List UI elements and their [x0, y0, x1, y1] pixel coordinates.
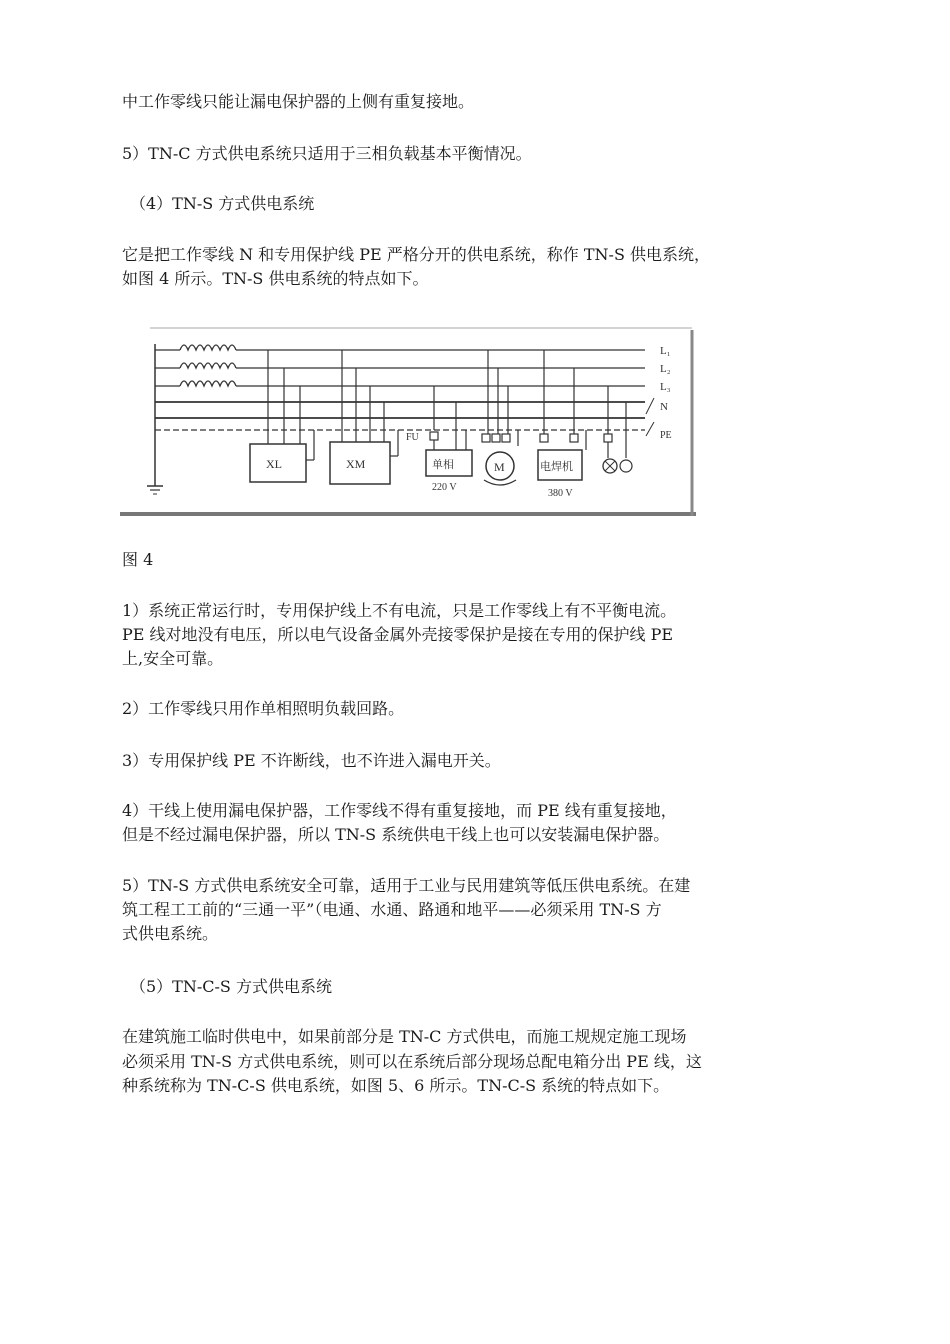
- load-single-phase-label: 单相: [432, 459, 454, 471]
- fu-label: FU: [406, 432, 419, 443]
- paragraph-text: 式供电系统。: [122, 924, 219, 943]
- paragraph-text: 5）TN-S 方式供电系统安全可靠，适用于工业与民用建筑等低压供电系统。在建: [122, 876, 691, 895]
- paragraph-text: 1）系统正常运行时，专用保护线上不有电流，只是工作零线上有不平衡电流。: [122, 601, 677, 620]
- paragraph-text: 5）TN-C 方式供电系统只适用于三相负载基本平衡情况。: [122, 144, 532, 163]
- line-label-l3: L₃: [660, 381, 671, 393]
- load-motor-label: M: [494, 460, 505, 474]
- load-xl-label: XL: [266, 457, 282, 471]
- tn-s-system-diagram: [120, 326, 696, 518]
- line-label-pe: PE: [660, 430, 672, 441]
- line-label-l2: L₂: [660, 363, 671, 375]
- paragraph-text: 3）专用保护线 PE 不许断线，也不许进入漏电开关。: [122, 751, 501, 770]
- section-heading: （5）TN-C-S 方式供电系统: [130, 977, 332, 996]
- load-welder-label: 电焊机: [540, 461, 573, 473]
- paragraph-text: 必须采用 TN-S 方式供电系统，则可以在系统后部分现场总配电箱分出 PE 线，这: [122, 1052, 702, 1071]
- paragraph-text: 上,安全可靠。: [122, 649, 224, 668]
- voltage-220-label: 220 V: [432, 482, 457, 493]
- line-label-l1: L₁: [660, 345, 671, 357]
- paragraph-text: 4）干线上使用漏电保护器，工作零线不得有重复接地，而 PE 线有重复接地，: [122, 801, 677, 820]
- load-xm-label: XM: [346, 457, 366, 471]
- paragraph-text: 种系统称为 TN-C-S 供电系统，如图 5、6 所示。TN-C-S 系统的特点如下。: [122, 1076, 670, 1095]
- paragraph-text: PE 线对地没有电压，所以电气设备金属外壳接零保护是接在专用的保护线 PE: [122, 625, 674, 644]
- paragraph-text: 筑工程工工前的“三通一平”（电通、水通、路通和地平——必须采用 TN-S 方: [122, 900, 662, 919]
- paragraph-text: 如图 4 所示。TN-S 供电系统的特点如下。: [122, 269, 429, 288]
- paragraph-text: 在建筑施工临时供电中，如果前部分是 TN-C 方式供电，而施工规规定施工现场: [122, 1027, 687, 1046]
- paragraph-text: 2）工作零线只用作单相照明负载回路。: [122, 699, 405, 718]
- paragraph-text: 中工作零线只能让漏电保护器的上侧有重复接地。: [122, 92, 475, 111]
- voltage-380-label: 380 V: [548, 488, 573, 499]
- figure-caption: 图 4: [122, 550, 154, 569]
- section-heading: （4）TN-S 方式供电系统: [130, 194, 315, 213]
- paragraph-text: 它是把工作零线 N 和专用保护线 PE 严格分开的供电系统，称作 TN-S 供电系统，: [122, 245, 711, 264]
- paragraph-text: 但是不经过漏电保护器，所以 TN-S 系统供电干线上也可以安装漏电保护器。: [122, 825, 670, 844]
- line-label-n: N: [660, 401, 668, 413]
